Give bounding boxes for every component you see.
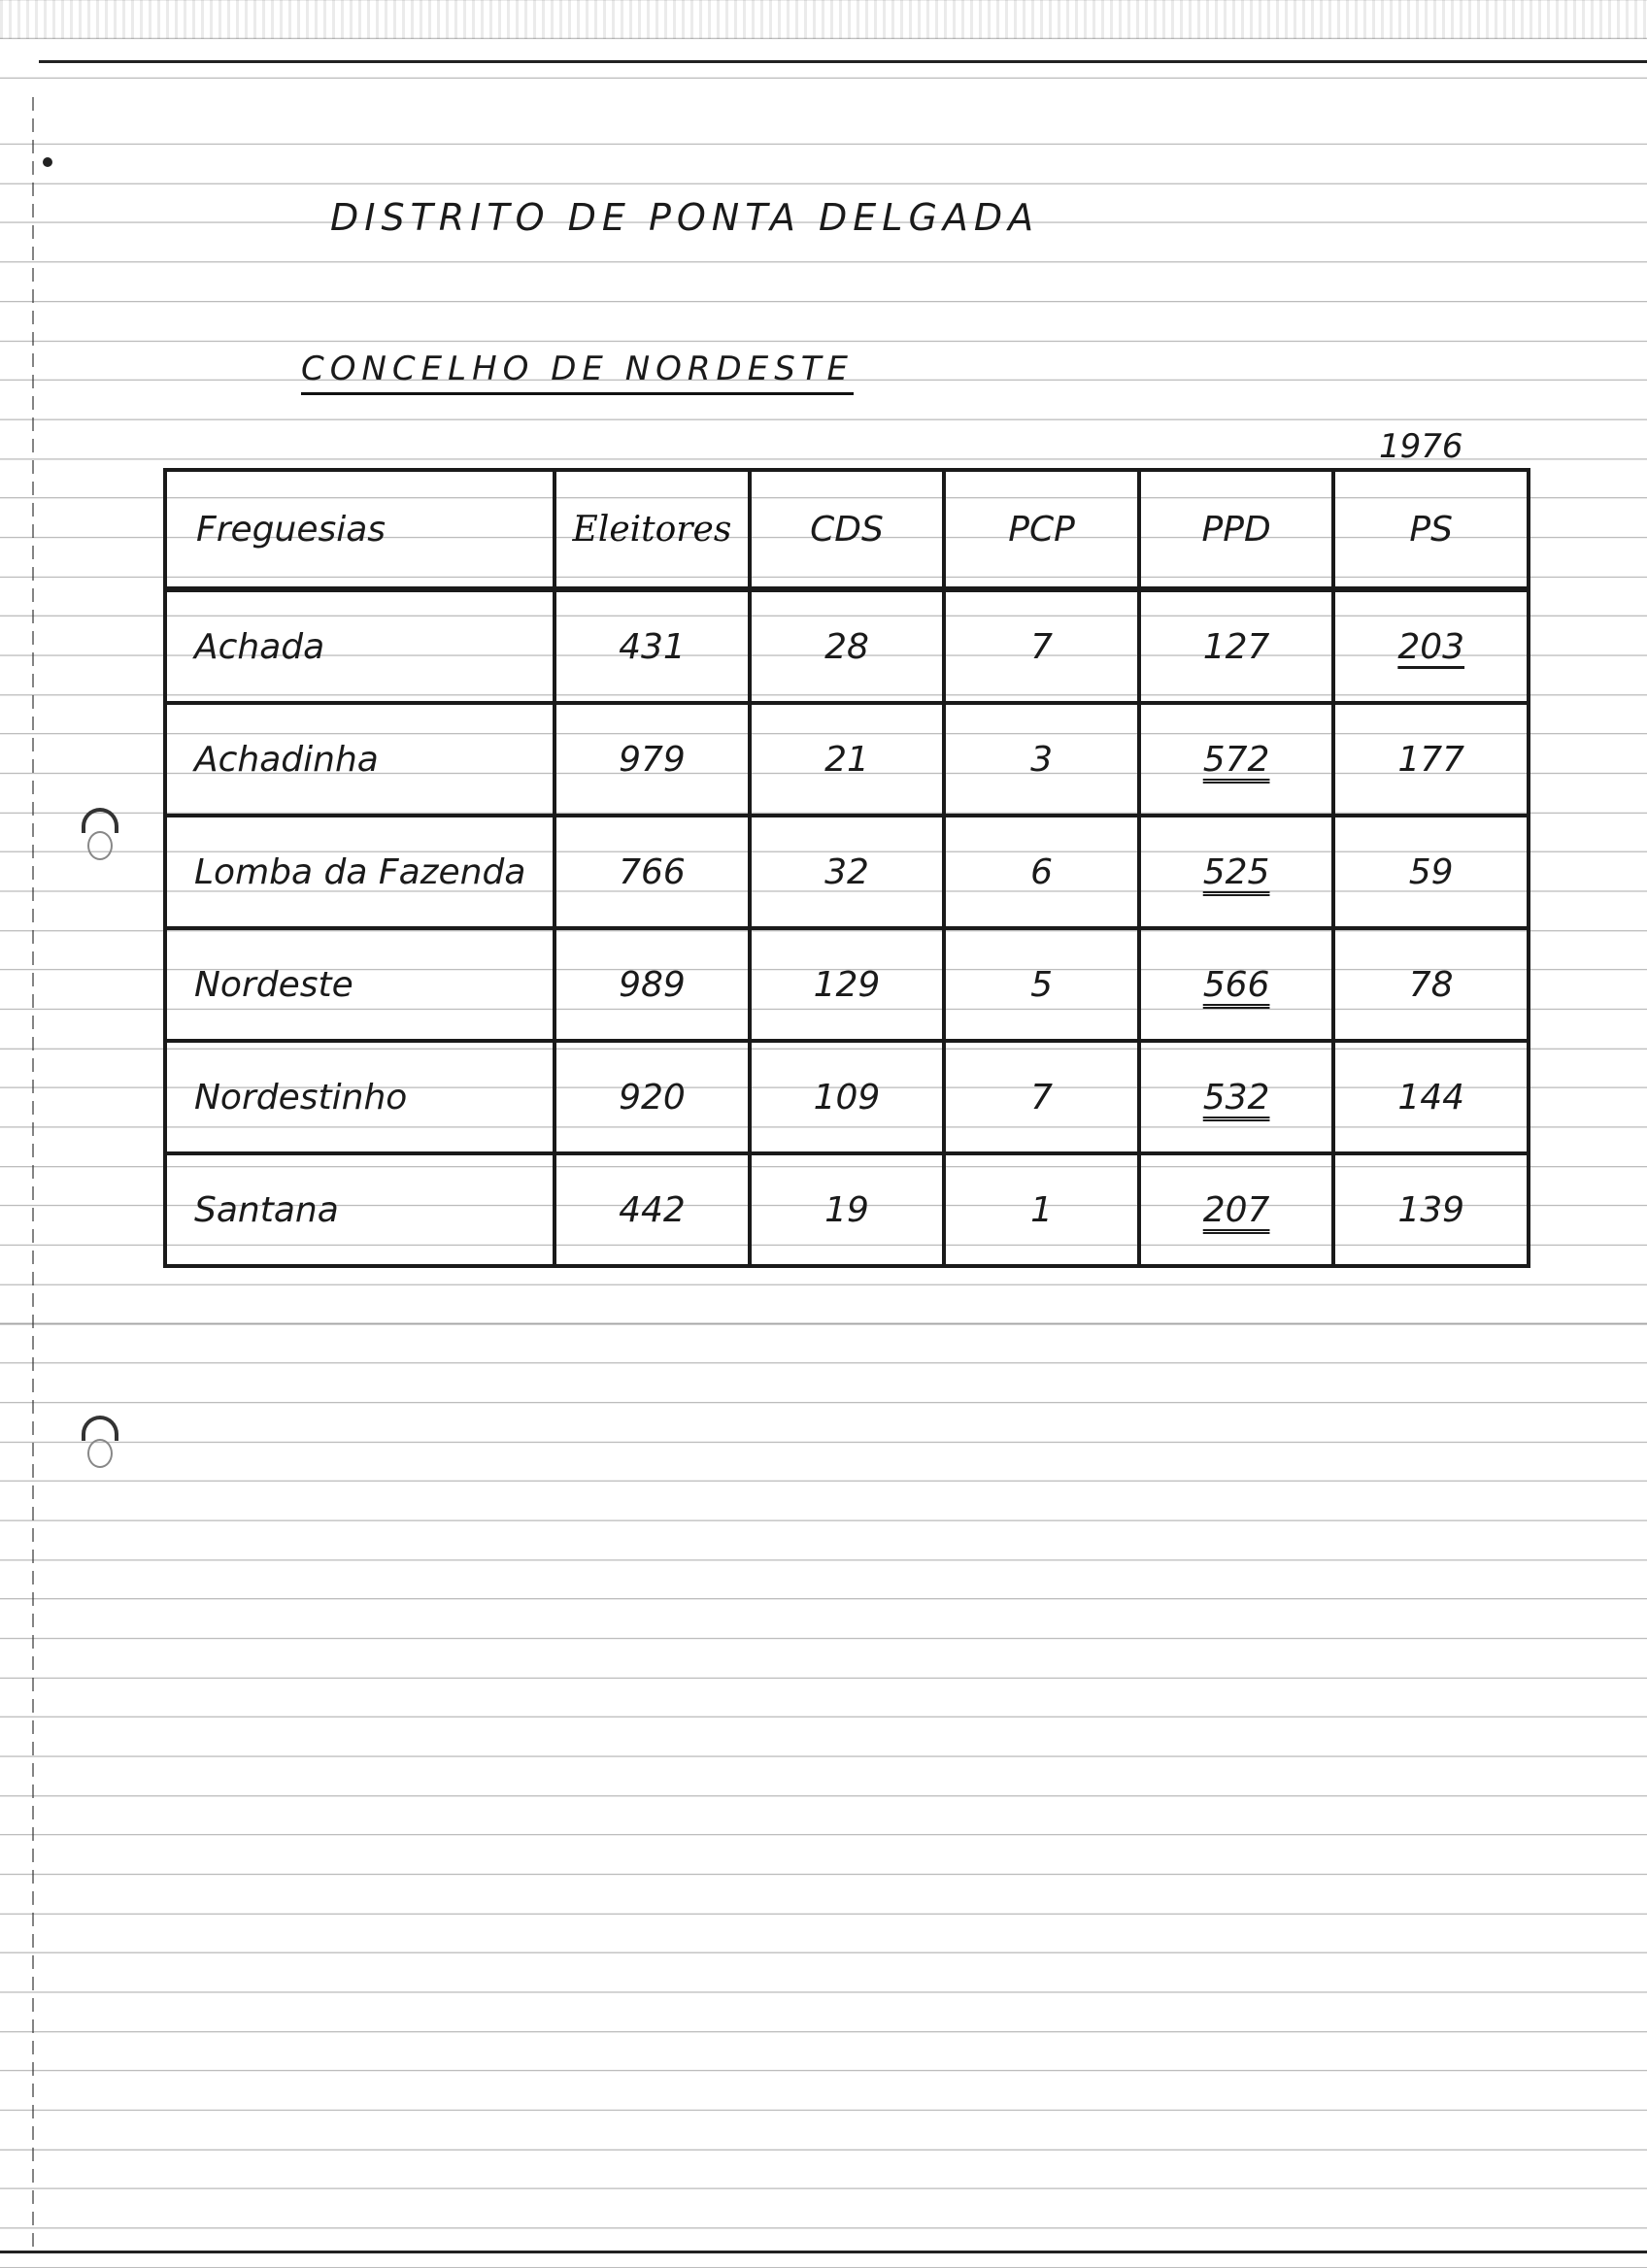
cell-cds: 109	[750, 1041, 945, 1153]
column-header-ps: PS	[1333, 470, 1529, 589]
district-title: DISTRITO DE PONTA DELGADA	[330, 196, 1040, 239]
table-row	[165, 816, 1529, 928]
binder-hole-upper	[82, 808, 118, 866]
cell-eleitores: 920	[555, 1041, 750, 1153]
cell-cds: 28	[750, 589, 945, 703]
table-header-row	[165, 470, 1529, 589]
margin-line	[32, 97, 34, 2249]
table-row	[165, 1041, 1529, 1153]
cell-ps: 59	[1333, 816, 1529, 928]
cell-pcp: 6	[944, 816, 1139, 928]
cell-ppd	[1139, 1153, 1334, 1266]
table-row	[165, 703, 1529, 816]
cell-freguesia: Lomba da Fazenda	[165, 816, 555, 928]
cell-freguesia: Achada	[165, 589, 555, 703]
cell-ps: 139	[1333, 1153, 1529, 1266]
winner-value: 203	[1397, 626, 1465, 667]
table-row	[165, 589, 1529, 703]
binder-hole-lower	[82, 1416, 118, 1474]
cell-pcp: 7	[944, 1041, 1139, 1153]
table-row	[165, 928, 1529, 1041]
cell-ppd: 127	[1139, 589, 1334, 703]
table-row	[165, 1153, 1529, 1266]
cell-ps: 144	[1333, 1041, 1529, 1153]
cell-ppd	[1139, 1041, 1334, 1153]
winner-value: 532	[1202, 1077, 1270, 1117]
column-header-freguesias: Freguesias	[165, 470, 555, 589]
scan-noise	[0, 0, 1647, 39]
cell-cds: 21	[750, 703, 945, 816]
cell-pcp: 5	[944, 928, 1139, 1041]
cell-cds: 32	[750, 816, 945, 928]
concelho-title: CONCELHO DE NORDESTE	[301, 350, 854, 395]
cell-eleitores: 979	[555, 703, 750, 816]
results-table	[163, 468, 1530, 1268]
cell-freguesia: Nordeste	[165, 928, 555, 1041]
cell-pcp: 3	[944, 703, 1139, 816]
column-header-pcp: PCP	[944, 470, 1139, 589]
column-header-cds: CDS	[750, 470, 945, 589]
winner-value: 207	[1202, 1189, 1270, 1230]
cell-eleitores: 442	[555, 1153, 750, 1266]
year-label: 1976	[1379, 427, 1463, 466]
cell-ppd	[1139, 928, 1334, 1041]
cell-ps: 177	[1333, 703, 1529, 816]
cell-eleitores: 989	[555, 928, 750, 1041]
cell-cds: 19	[750, 1153, 945, 1266]
cell-freguesia: Achadinha	[165, 703, 555, 816]
cell-ps	[1333, 589, 1529, 703]
winner-value: 566	[1202, 964, 1270, 1005]
cell-pcp: 7	[944, 589, 1139, 703]
results-table-wrapper	[163, 468, 1530, 1268]
cell-freguesia: Santana	[165, 1153, 555, 1266]
column-header-eleitores: Eleitores	[555, 470, 750, 589]
cell-ppd	[1139, 816, 1334, 928]
winner-value: 572	[1202, 739, 1270, 780]
cell-cds: 129	[750, 928, 945, 1041]
top-border-line	[39, 60, 1647, 63]
cell-pcp: 1	[944, 1153, 1139, 1266]
cell-freguesia: Nordestinho	[165, 1041, 555, 1153]
bottom-border-line	[0, 2251, 1647, 2253]
cell-ppd	[1139, 703, 1334, 816]
cell-ps: 78	[1333, 928, 1529, 1041]
cell-eleitores: 431	[555, 589, 750, 703]
cell-eleitores: 766	[555, 816, 750, 928]
ink-dot	[43, 157, 52, 167]
column-header-ppd: PPD	[1139, 470, 1334, 589]
winner-value: 525	[1202, 851, 1270, 892]
